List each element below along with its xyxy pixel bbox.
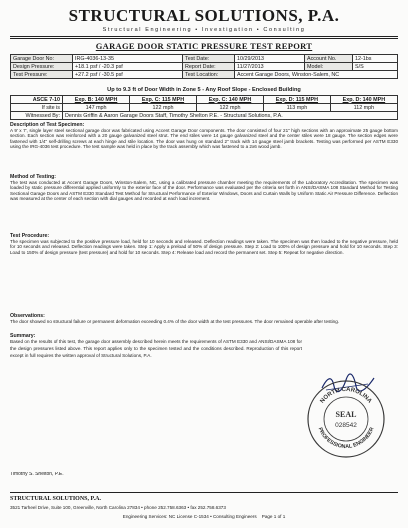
exposure-header: Exp. C: 140 MPH	[196, 96, 263, 104]
info-row	[11, 63, 398, 71]
footer-license: Engineering Services: NC License C-1534 • Consulting Engineers	[122, 514, 257, 519]
info-label: Test Date:	[183, 55, 235, 63]
svg-text:028542: 028542	[335, 422, 357, 429]
info-value: +18.1 psf / -20.3 psf	[73, 63, 183, 71]
info-value: S/S	[353, 63, 398, 71]
company-name: STRUCTURAL SOLUTIONS, P.A.	[68, 6, 340, 25]
footer-line-1	[10, 496, 398, 502]
info-label: Test Location:	[183, 71, 235, 79]
description-heading: Description of Test Specimen:	[10, 122, 85, 128]
exposure-label: If site is	[11, 104, 63, 112]
header-rule	[10, 36, 398, 37]
svg-text:SEAL: SEAL	[335, 410, 357, 419]
exposure-header: Exp. D: 115 MPH	[264, 96, 331, 104]
header-rule-thin	[10, 38, 398, 39]
info-label: Model:	[305, 63, 353, 71]
summary-heading: Summary:	[10, 333, 36, 339]
svg-text:NORTH CAROLINA: NORTH CAROLINA	[319, 386, 373, 405]
footer-line-3	[10, 514, 398, 519]
witness-row	[11, 112, 398, 120]
observations-heading: Observations:	[10, 313, 45, 319]
info-value: +27.2 psf / -30.5 psf	[73, 71, 183, 79]
letterhead	[0, 6, 408, 33]
witness-label: Witnessed By:	[11, 112, 63, 120]
exposure-header: Exp. C: 115 MPH	[130, 96, 197, 104]
exposure-header: Exp. D: 140 MPH	[330, 96, 397, 104]
method-text: The test was conducted at Accent Garage Doors, Winston-Salem, NC, using a calibrated pressure chamber meeting the requirements of the Laboratory Accreditation. The specimen was loaded by static pressure differential applied uniformly to the exterior face of the door. Performance was evaluated per the criteria set forth in ANSI/DASMA 108 Standard Method for Testing Sectional Garage Doors and ASTM E330 Standard Test Method for Structural Performance of Exterior Windows, Doors and Curtain Walls by Uniform Static Air Pressure Difference. Deflection was measured at the center of each section with dial gauges and recorded at each load increment.	[10, 180, 398, 202]
door-info-table	[10, 54, 398, 79]
svg-text:PROFESSIONAL ENGINEER: PROFESSIONAL ENGINEER	[316, 426, 376, 451]
footer-company: STRUCTURAL SOLUTIONS, P.A.	[10, 496, 101, 502]
procedure-text: The specimen was subjected to the positive pressure load, held for 10 seconds and released. Deflection readings were taken. The specimen was then loaded to the negative pressure, held for 10 seconds and released. Deflection readings were taken. Step 1: Apply a preload of 50% of design pressure. Step 2: Load to 100% of design pressure and hold for 10 seconds. Step 3: Load to 150% of design pressure (test pressure) and hold for 10 seconds. Step 4: Release load and record the permanent set. Step 5: Repeat for negative direction.	[10, 239, 398, 255]
info-label: Design Pressure:	[11, 63, 73, 71]
wind-zone-heading: Up to 9.3 ft of Door Width in Zone 5 - Any Roof Slope - Enclosed Building	[107, 87, 301, 93]
info-row	[11, 55, 398, 63]
info-label: Garage Door No:	[11, 55, 73, 63]
asce-label: ASCE 7-10	[11, 96, 63, 104]
info-value: 10/29/2013	[235, 55, 305, 63]
wind-speed-value: 112 mph	[330, 104, 397, 112]
summary-text: Based on the results of this test, the garage door assembly described herein meets the requirements of ASTM E330 and ANSI/DASMA 108 for the design pressures listed above. This report applies only to the specimen tested and the conditions described. Reproduction of this report except in full requires the written approval of Structural Solutions, P.A.	[10, 339, 302, 358]
info-value: IRG-4036-13-35	[73, 55, 183, 63]
exposure-header: Exp. B: 140 MPH	[63, 96, 130, 104]
observations-text: The door showed no structural failure or permanent deformation exceeding 0.4% of the door width at the test pressures. The door remained operable after testing.	[10, 319, 340, 324]
wind-speed-table	[10, 95, 398, 120]
footer-line-2: 3521 Tarheel Drive, Suite 100, Greenville, North Carolina 27834 • phone 252.758.6363 • fax 252.758.6373	[10, 505, 226, 510]
procedure-heading: Test Procedure:	[10, 233, 50, 239]
wind-speed-value: 122 mph	[196, 104, 263, 112]
report-title: GARAGE DOOR STATIC PRESSURE TEST REPORT	[95, 41, 313, 51]
info-value: 12-1bs	[353, 55, 398, 63]
info-value: Accent Garage Doors, Winston-Salem, NC	[235, 71, 398, 79]
footer-rule	[10, 492, 398, 493]
info-value: 11/27/2013	[235, 63, 305, 71]
signer-name: Timothy S. Shelton, P.E.	[10, 472, 64, 477]
info-label: Account No.	[305, 55, 353, 63]
page-number: Page 1 of 1	[261, 514, 286, 519]
info-row	[11, 71, 398, 79]
company-tagline: Structural Engineering • Investigation • Consulting	[102, 27, 306, 33]
asce-header-row	[11, 96, 398, 104]
info-label: Report Date:	[183, 63, 235, 71]
asce-speed-row	[11, 104, 398, 112]
witness-names: Dennis Griffin & Aaron Garage Doors Staff, Timothy Shelton P.E. - Structural Solutions, P.A.	[63, 112, 398, 120]
description-text: A 9' x 7', single layer steel sectional garage door was fabricated using Accent Garage Door components. The door consisted of four 21" high sections with an approximate 25 gauge bottom section. Each section was reinforced with a 20 gauge galvanized steel strut. The end stiles were 14 gauge galvanized steel and the center stiles were 18 gauge. The section edges were fastened with 1/4" self-drilling screws at each hinge and stile location. The door was hung on standard 2" track with 14 gauge steel jamb brackets. Testing was performed per ASTM E330 using the IRG-4036 test procedure. The test sample was held in place by the track assembly which was fastened to a 2x6 wood jamb.	[10, 128, 398, 150]
method-heading: Method of Testing:	[10, 174, 57, 180]
engineer-seal	[305, 378, 387, 460]
wind-speed-value: 147 mph	[63, 104, 130, 112]
info-label: Test Pressure:	[11, 71, 73, 79]
wind-speed-value: 122 mph	[130, 104, 197, 112]
wind-speed-value: 113 mph	[264, 104, 331, 112]
